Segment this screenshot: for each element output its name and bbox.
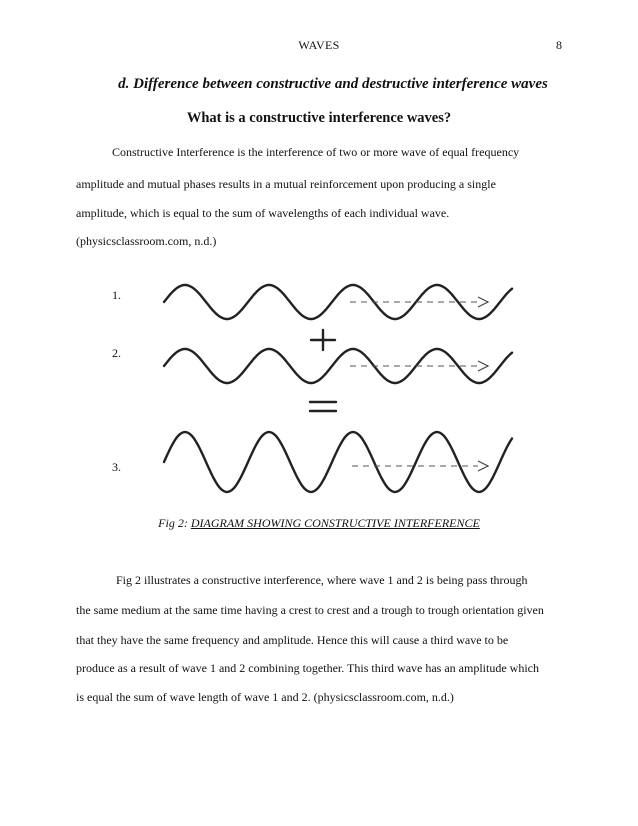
wave-label-1: 1.: [112, 288, 121, 302]
equals-sign: [310, 402, 336, 411]
body-line-5: is equal the sum of wave length of wave 1 and 2. (physicsclassroom.com, n.d.): [76, 690, 454, 704]
body-line-1: Fig 2 illustrates a constructive interference, where wave 1 and 2 is being pass through: [116, 573, 528, 587]
intro-line-2: amplitude and mutual phases results in a mutual reinforcement upon producing a single: [76, 177, 496, 191]
wave-label-3: 3.: [112, 460, 121, 474]
wave-2: [164, 349, 512, 383]
section-heading: d. Difference between constructive and destructive interference waves: [118, 76, 548, 92]
body-line-3: that they have the same frequency and amplitude. Hence this will cause a third wave to be: [76, 633, 509, 647]
caption-prefix: Fig 2:: [158, 516, 191, 530]
wave-1: [164, 285, 512, 319]
intro-line-4: (physicsclassroom.com, n.d.): [76, 234, 217, 248]
body-line-4: produce as a result of wave 1 and 2 combining together. This third wave has an amplitude which: [76, 661, 539, 675]
plus-sign: [311, 330, 335, 350]
intro-line-3: amplitude, which is equal to the sum of wavelengths of each individual wave.: [76, 206, 450, 220]
sub-heading: What is a constructive interference waves?: [186, 110, 452, 126]
figure-caption: [0, 516, 638, 531]
running-head: WAVES: [298, 38, 340, 52]
wave-3: [164, 432, 512, 492]
caption-title: DIAGRAM SHOWING CONSTRUCTIVE INTERFERENCE: [190, 516, 480, 530]
intro-line-1: Constructive Interference is the interference of two or more wave of equal frequency: [112, 145, 520, 159]
body-line-2: the same medium at the same time having a crest to crest and a trough to trough orientation given: [76, 603, 544, 617]
page-number: 8: [556, 38, 562, 52]
wave-label-2: 2.: [112, 346, 121, 360]
